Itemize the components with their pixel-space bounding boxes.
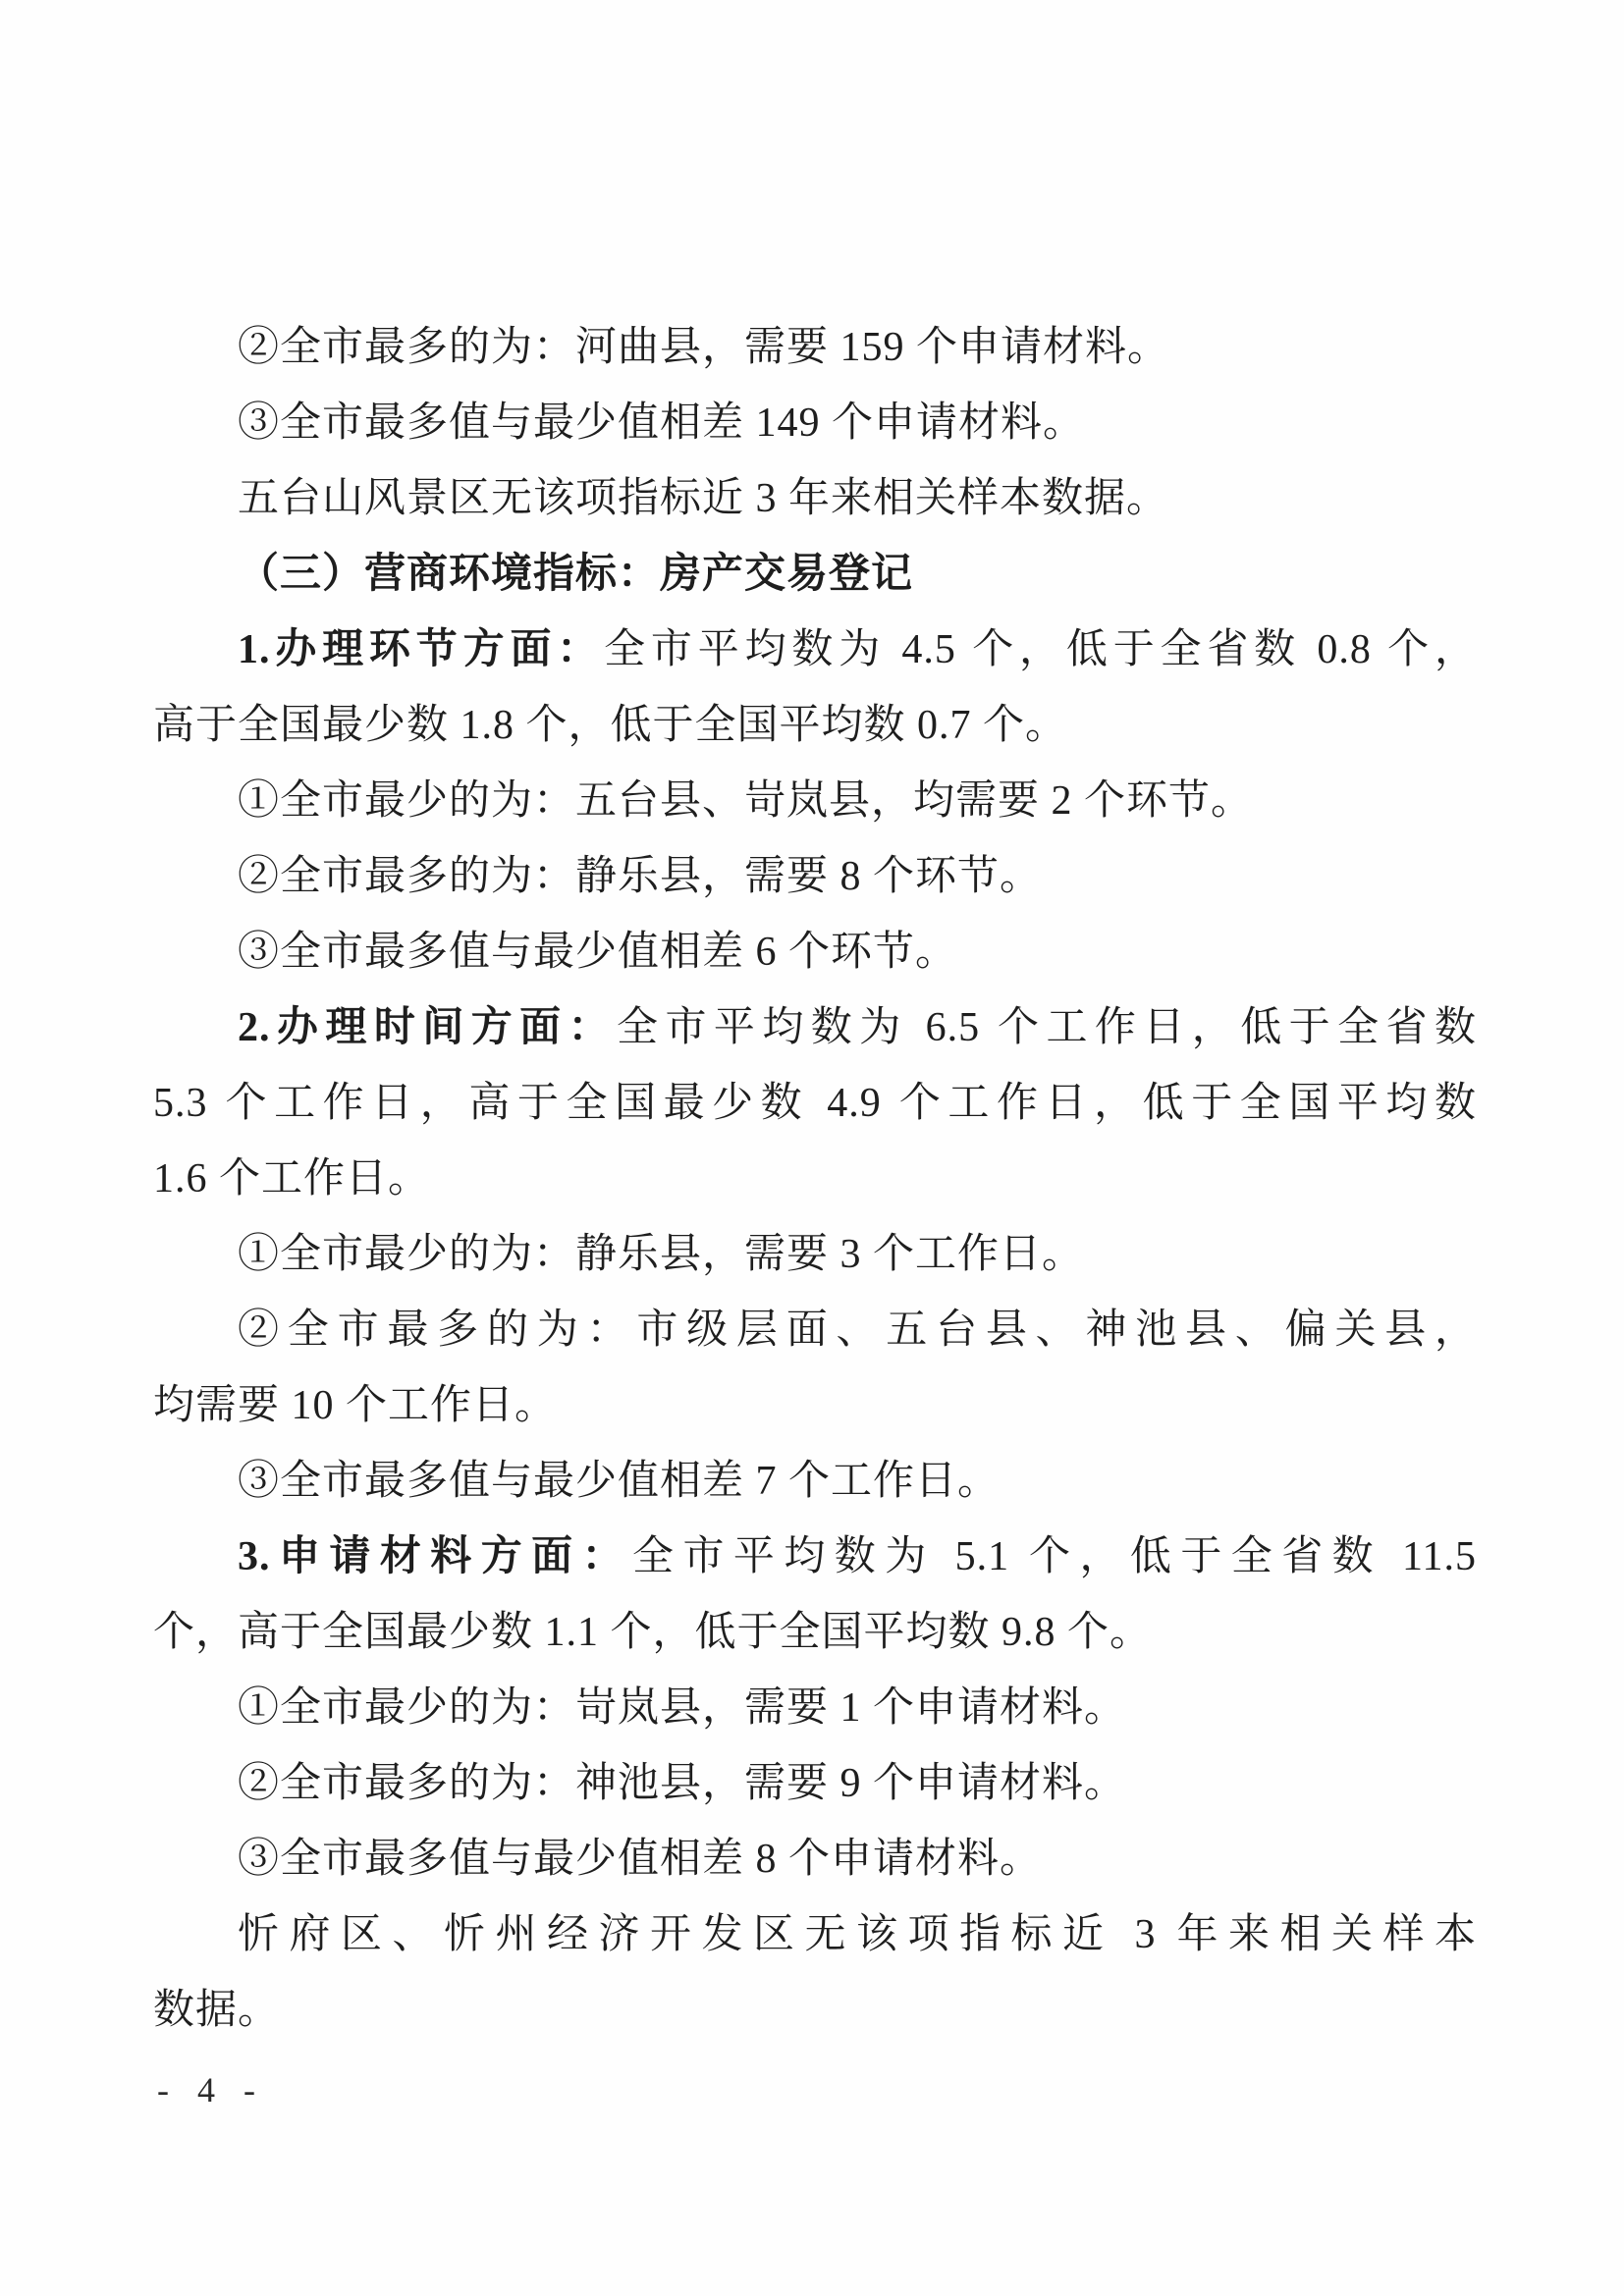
text-line [153,990,1477,1066]
text-line [153,839,1477,915]
heading-text: （三）营商环境指标：房产交易登记 [238,552,914,597]
text-line [153,1066,1477,1142]
text-line [153,1520,1477,1595]
text-line [153,537,1477,613]
text-line [153,1444,1477,1520]
document-body [153,310,1477,2049]
text-line [153,688,1477,764]
text-line [153,613,1477,688]
text-line [153,1746,1477,1822]
body-text: ③全市最多值与最少值相差 7 个工作日。 [238,1459,1001,1504]
body-text: 5.3 个工作日，高于全国最少数 4.9 个工作日，低于全国平均数 [153,1081,1477,1126]
body-text: ①全市最少的为：静乐县，需要 3 个工作日。 [238,1232,1085,1277]
text-line [153,310,1477,386]
page-number: - 4 - [157,2070,265,2109]
text-line [153,1217,1477,1293]
body-text: 忻府区、忻州经济开发区无该项指标近 3 年来相关样本 [238,1912,1477,1957]
body-text: 全市平均数为 5.1 个，低于全省数 11.5 [632,1534,1477,1579]
heading-text: 3.申请材料方面： [238,1534,633,1579]
body-text: ③全市最多值与最少值相差 8 个申请材料。 [238,1837,1043,1882]
text-line [153,386,1477,461]
text-line [153,1822,1477,1897]
body-text: ②全市最多的为：神池县，需要 9 个申请材料。 [238,1761,1127,1806]
body-text: ②全市最多的为：河曲县，需要 159 个申请材料。 [238,325,1170,370]
text-line [153,1897,1477,1973]
body-text: ③全市最多值与最少值相差 6 个环节。 [238,930,958,975]
body-text: 全市平均数为 6.5 个工作日，低于全省数 [617,1005,1477,1050]
body-text: 全市平均数为 4.5 个，低于全省数 0.8 个， [604,627,1477,672]
heading-text: 2.办理时间方面： [238,1005,618,1050]
text-line [153,461,1477,537]
body-text: 五台山风景区无该项指标近 3 年来相关样本数据。 [238,476,1169,521]
text-line [153,915,1477,990]
text-line [153,764,1477,839]
body-text: 数据。 [153,1988,281,2033]
body-text: 高于全国最少数 1.8 个，低于全国平均数 0.7 个。 [153,703,1068,748]
body-text: ②全市最多的为：静乐县，需要 8 个环节。 [238,854,1043,899]
text-line [153,1142,1477,1217]
text-line [153,1973,1477,2049]
body-text: 均需要 10 个工作日。 [153,1383,558,1428]
body-text: ①全市最少的为：岢岚县，需要 1 个申请材料。 [238,1685,1127,1731]
body-text: ①全市最少的为：五台县、岢岚县，均需要 2 个环节。 [238,778,1254,824]
text-line [153,1368,1477,1444]
text-line [153,1595,1477,1671]
heading-text: 1.办理环节方面： [238,627,605,672]
body-text: ③全市最多值与最少值相差 149 个申请材料。 [238,400,1086,446]
text-line [153,1671,1477,1746]
body-text: ②全市最多的为：市级层面、五台县、神池县、偏关县， [238,1308,1477,1353]
body-text: 1.6 个工作日。 [153,1156,431,1201]
body-text: 个，高于全国最少数 1.1 个，低于全国平均数 9.8 个。 [153,1610,1153,1655]
text-line [153,1293,1477,1368]
